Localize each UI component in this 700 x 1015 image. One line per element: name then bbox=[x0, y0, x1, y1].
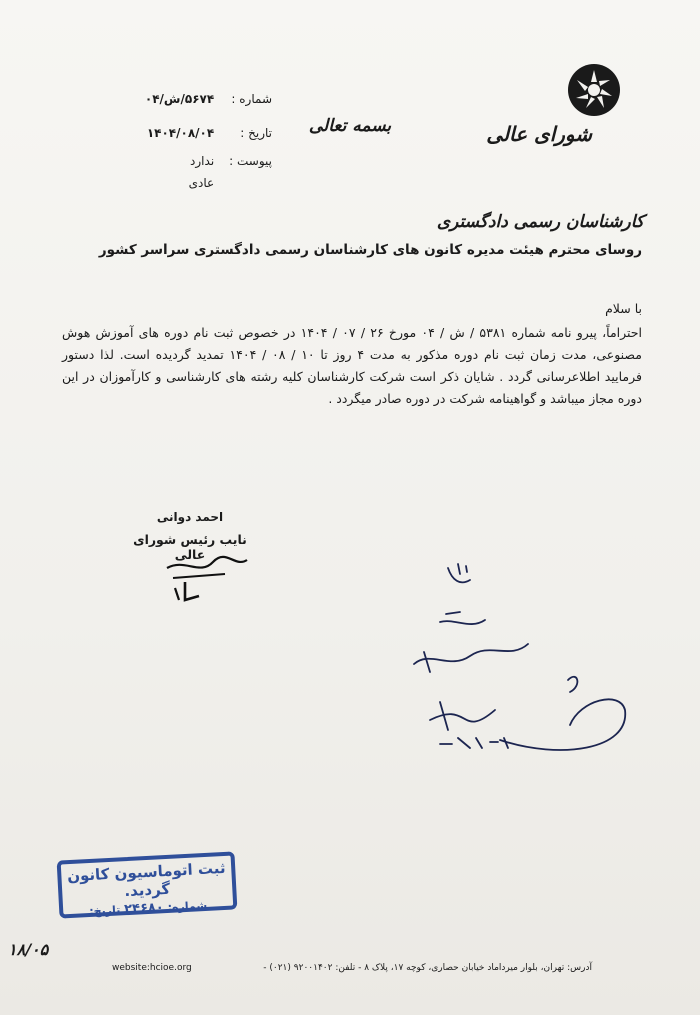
date-label: تاریخ : bbox=[240, 126, 272, 140]
stamp-number-value: ۲۴۶۸۰ bbox=[123, 900, 165, 918]
basmala-heading: بسمه تعالی bbox=[308, 116, 392, 136]
meta-attachment-row bbox=[190, 154, 272, 168]
signatory-name: احمد دوانی bbox=[156, 510, 224, 524]
council-logo bbox=[436, 62, 650, 232]
handwritten-annotation bbox=[400, 560, 640, 760]
stamp-date-label: تاریخ: bbox=[88, 903, 121, 919]
signature-scribble bbox=[155, 548, 255, 608]
footer-address: آدرس: تهران، بلوار میرداماد خیابان حصاری، کوچه ۱۷، پلاک ۸ - تلفن: ۹۲۰۰۱۴۰۲ (۰۲۱) - bbox=[263, 963, 592, 973]
date-value: ۱۴۰۴/۰۸/۰۴ bbox=[146, 126, 215, 140]
letter-body: احتراماً، پیرو نامه شماره ۵۳۸۱ / ش / ۰۴ مورخ ۲۶ / ۰۷ / ۱۴۰۴ در خصوص ثبت نام دوره های آموزش هوش مصنوعی، مدت زمان ثبت نام دوره مذکور به مدت ۴ روز تا ۱۰ / ۰۸ / ۱۴۰۴ تمدید گردیده است. لذا دستور فرمایید اطلاعرسانی گردد . شایان ذکر است شرکت کارشناسان کلیه رشته های کارشناسی و کارآموزان در این دوره مجاز میباشد و گواهینامه شرکت در دوره صادر میگردد . bbox=[62, 325, 642, 406]
number-label: شماره : bbox=[231, 92, 272, 106]
logo-text-line1: شورای عالی bbox=[486, 122, 592, 146]
signatory-title: نایب رئیس شورای عالی bbox=[133, 532, 247, 562]
priority-value: عادی bbox=[188, 176, 215, 190]
attachment-label: پیوست : bbox=[229, 154, 272, 168]
number-value: ۵۶۷۴/ش/۰۴ bbox=[144, 92, 215, 106]
stamp-line1: ثبت اتوماسیون کانون گردید. bbox=[66, 858, 226, 901]
meta-date-row bbox=[147, 126, 272, 140]
automation-stamp bbox=[57, 851, 238, 918]
logo-text-line2: کارشناسان رسمی دادگستری bbox=[436, 212, 644, 232]
stamp-number-label: شماره: bbox=[167, 898, 208, 914]
emblem-icon bbox=[566, 62, 622, 118]
recipient-line: روسای محترم هیئت مدیره کانون های کارشناسان رسمی دادگستری سراسر کشور bbox=[98, 242, 642, 258]
footer-website[interactable]: website:hcioe.org bbox=[112, 963, 192, 973]
attachment-value: ندارد bbox=[190, 154, 215, 168]
meta-number-row bbox=[145, 92, 272, 106]
handwritten-code: ۱۸/۰۵ bbox=[8, 940, 49, 959]
greeting: با سلام bbox=[605, 301, 642, 316]
meta-priority-row bbox=[189, 176, 272, 190]
